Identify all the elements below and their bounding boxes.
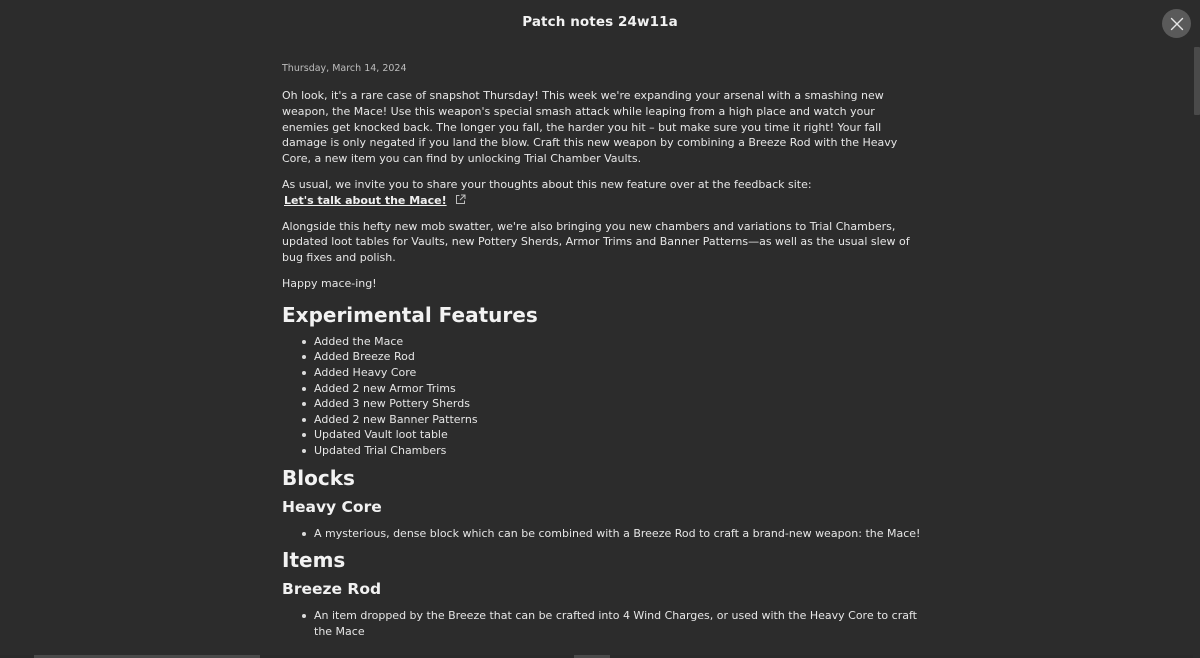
feedback-link-line: [282, 193, 922, 209]
patch-notes-content: [282, 62, 922, 643]
list-item: Added 3 new Pottery Sherds: [302, 396, 922, 412]
close-button[interactable]: [1162, 9, 1191, 38]
list-item: A mysterious, dense block which can be combined with a Breeze Rod to craft a brand-new weapon: the Mace!: [302, 526, 922, 542]
alongside-paragraph: Alongside this hefty new mob swatter, we're also bringing you new chambers and variations to Trial Chambers, updated loot tables for Vaults, new Pottery Sherds, Armor Trims and Banner Patterns—as well as the usual slew of bug fixes and polish.: [282, 219, 910, 265]
feedback-paragraph: As usual, we invite you to share your thoughts about this new feature over at the feedback site:: [282, 177, 812, 191]
list-item: Added the Mace: [302, 334, 922, 350]
publish-date: Thursday, March 14, 2024: [282, 63, 407, 74]
list-item: Added 2 new Armor Trims: [302, 381, 922, 397]
signoff-paragraph: Happy mace-ing!: [282, 276, 377, 290]
vertical-scrollbar-thumb[interactable]: [1194, 47, 1200, 115]
subheading-breeze-rod: Breeze Rod: [282, 580, 382, 599]
list-item: An item dropped by the Breeze that can be crafted into 4 Wind Charges, or used with the Heavy Core to craft the Mace: [302, 608, 922, 639]
list-item: Added Breeze Rod: [302, 349, 922, 365]
external-link-icon[interactable]: [455, 194, 466, 205]
experimental-features-list: [282, 334, 922, 459]
heading-experimental-features: Experimental Features: [282, 302, 538, 327]
breeze-rod-list: [282, 608, 922, 639]
heading-blocks: Blocks: [282, 465, 355, 490]
feedback-link[interactable]: Let's talk about the Mace!: [284, 193, 447, 207]
heading-items: Items: [282, 548, 346, 573]
subheading-heavy-core: Heavy Core: [282, 497, 382, 516]
window-title: Patch notes 24w11a: [522, 14, 678, 30]
title-bar: [0, 0, 1200, 44]
close-icon: [1170, 17, 1184, 31]
list-item: Updated Vault loot table: [302, 427, 922, 443]
heavy-core-list: [282, 526, 922, 542]
list-item: Updated Trial Chambers: [302, 443, 922, 459]
vertical-scrollbar[interactable]: [1193, 44, 1200, 658]
list-item: Added 2 new Banner Patterns: [302, 412, 922, 428]
list-item: Added Heavy Core: [302, 365, 922, 381]
intro-paragraph: Oh look, it's a rare case of snapshot Thursday! This week we're expanding your arsenal with a smashing new weapon, the Mace! Use this weapon's special smash attack while leaping from a high place and watch your enemies get knocked back. The longer you fall, the harder you hit – but make sure you time it right! Your fall damage is only negated if you land the blow. Craft this new weapon by combining a Breeze Rod with the Heavy Core, a new item you can find by unlocking Trial Chamber Vaults.: [282, 89, 898, 166]
